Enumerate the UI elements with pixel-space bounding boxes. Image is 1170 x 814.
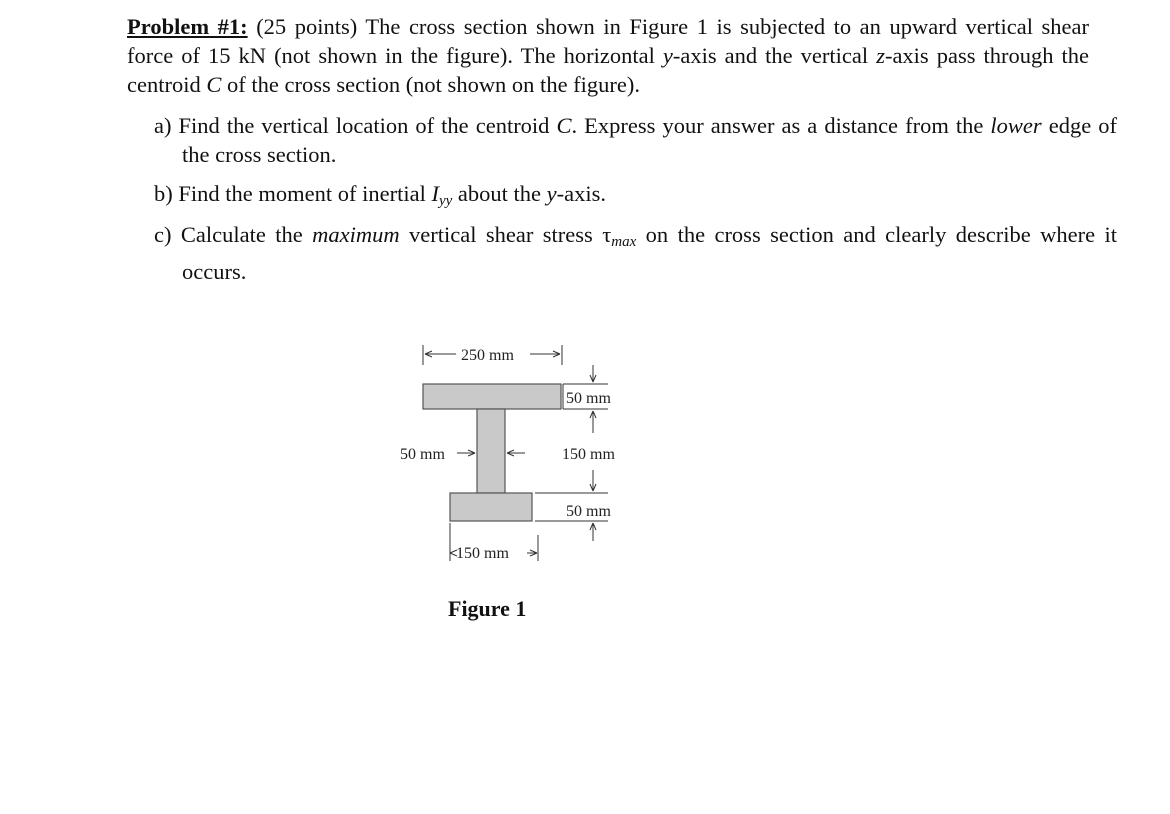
bottom-flange-thickness-label: 50 mm xyxy=(566,503,611,520)
top-flange-thickness-label: 50 mm xyxy=(566,390,611,407)
part-c-tau-symbol: τ xyxy=(602,222,612,247)
bottom-flange xyxy=(450,493,532,521)
problem-text-1: The cross section shown in Figure 1 is subjected to an upward vertical shear force of 15 kN (not shown in the figure). The horizontal xyxy=(127,14,1090,68)
part-b-inertia-symbol: I xyxy=(431,181,439,206)
cross-section-figure xyxy=(380,335,680,595)
part-b-y-axis: y xyxy=(546,181,557,206)
problem-text-2: -axis and the vertical xyxy=(672,43,877,68)
web xyxy=(477,409,505,493)
problem-label: Problem #1: xyxy=(127,14,248,39)
bottom-width-label: 150 mm xyxy=(456,545,509,562)
part-a-text-1: a) Find the vertical location of the centroid xyxy=(154,113,557,138)
problem-statement xyxy=(127,12,1089,99)
problem-z-axis: z xyxy=(876,43,885,68)
figure-caption: Figure 1 xyxy=(448,596,527,621)
web-width-label: 50 mm xyxy=(400,446,445,463)
part-c-tau-subscript: max xyxy=(611,234,637,250)
part-a-text-3: edge of the cross section. xyxy=(182,113,1117,167)
part-a-lower: lower xyxy=(990,113,1042,138)
problem-y-axis: y xyxy=(662,43,673,68)
part-c-text-3: on the cross section and clearly describe where it occurs. xyxy=(182,222,1117,284)
part-b-text-3: -axis. xyxy=(556,181,607,206)
top-width-label: 250 mm xyxy=(461,347,514,364)
part-c xyxy=(154,220,1117,286)
web-width-dimension xyxy=(400,446,525,463)
top-flange xyxy=(423,384,561,409)
part-a-centroid-symbol: C xyxy=(556,113,572,138)
part-b-text-2: about the xyxy=(452,181,547,206)
part-c-maximum: maximum xyxy=(312,222,400,247)
part-a xyxy=(154,111,1117,169)
problem-text-3: -axis pass through the centroid xyxy=(127,43,1090,97)
problem-text-4: of the cross section (not shown on the figure). xyxy=(221,72,641,97)
bottom-width-dimension xyxy=(450,523,538,562)
problem-centroid-symbol: C xyxy=(206,72,222,97)
part-b xyxy=(154,179,1117,216)
part-b-inertia-subscript: yy xyxy=(438,193,453,209)
problem-points: (25 points) xyxy=(256,14,358,39)
part-c-text-1: c) Calculate the xyxy=(154,222,313,247)
part-c-text-2: vertical shear stress xyxy=(399,222,603,247)
web-height-label: 150 mm xyxy=(562,446,615,463)
part-b-text-1: b) Find the moment of inertial xyxy=(154,181,432,206)
top-width-dimension xyxy=(423,345,562,365)
part-a-text-2: . Express your answer as a distance from the xyxy=(571,113,991,138)
